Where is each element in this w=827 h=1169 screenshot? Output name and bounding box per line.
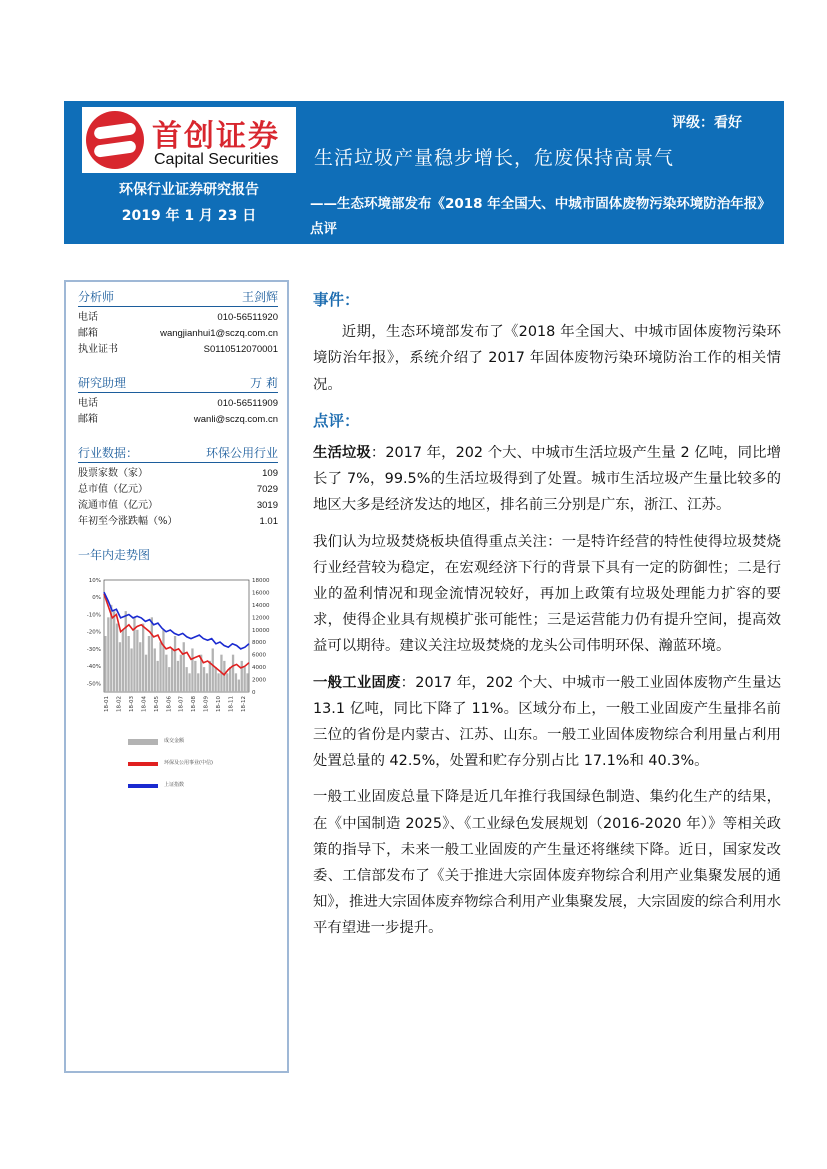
volume-bar [238,680,240,692]
analyst-label: 分析师 [78,290,115,304]
legend-swatch-index [128,784,158,788]
volume-bar [119,642,121,692]
volume-bar [148,636,150,692]
industry-block [78,444,278,530]
industry-row: 流通市值（亿元） 3019 [78,500,278,511]
assistant-label: 研究助理 [78,376,127,390]
y-right-tick-label: 6000 [252,652,266,659]
y-left-tick-label: -30% [86,646,101,653]
y-right-tick-label: 10000 [252,627,270,634]
logo-chinese-name: 首创证券 [152,119,280,154]
analyst-block [78,288,278,358]
x-tick-label: 18-07 [178,696,185,712]
paragraph-policy: 一般工业固废总量下降是近几年推行我国绿色制造、集约化生产的结果，在《中国制造 2025》、《工业绿色发展规划（2016-2020 年）》等相关政策的指导下，未来一般工业固废的产生量还将继续下降。近日，国家发改委、工信部发布了《关于推进大宗固体废弃物综合利用产业集聚发展的通知》，推进大宗固体废弃物综合利用产业集聚发展，大宗固废的综合利用水平有望进一步提升。 [313,789,781,937]
volume-bar [177,661,179,692]
x-tick-label: 18-09 [203,696,210,712]
chart-legend [128,734,278,800]
legend-item-sector: 环保及公用事业(中信) [128,756,278,772]
volume-bar [206,673,208,692]
trend-title: 一年内走势图 [78,548,151,562]
volume-bar [104,636,106,692]
volume-bar [223,661,225,692]
volume-bar [215,667,217,692]
report-type: 环保行业证券研究报告 [119,182,259,198]
y-right-tick-label: 12000 [252,615,270,622]
volume-bar [171,648,173,692]
event-heading: 事件： [313,291,360,309]
industrial-waste-lead: 一般工业固废 [313,674,401,691]
x-tick-label: 18-08 [191,696,198,712]
volume-bar [154,648,156,692]
volume-bar [229,667,231,692]
y-left-tick-label: -10% [86,612,101,619]
industry-row: 股票家数（家） 109 [78,468,278,479]
volume-bar [130,648,132,692]
volume-bar [168,667,170,692]
volume-bar [165,655,167,692]
volume-bar [159,642,161,692]
x-tick-label: 18-01 [104,696,110,712]
x-tick-label: 18-12 [241,696,247,712]
event-paragraph: 近期，生态环境部发布了《2018 年全国大、中城市固体废物污染环境防治年报》，系统介绍了 2017 年固体废物污染环境防治工作的相关情况。 [313,324,781,393]
volume-bar [113,611,115,692]
volume-bar [244,667,246,692]
x-tick-label: 18-02 [116,696,123,712]
industry-row: 年初至今涨跌幅（%） 1.01 [78,516,278,527]
analyst-email: 邮箱 wangjianhui1@sczq.com.cn [78,328,278,339]
y-right-tick-label: 14000 [252,602,270,609]
volume-bar [212,648,214,692]
volume-bar [232,655,234,692]
assistant-email: 邮箱 wanli@sczq.com.cn [78,414,278,425]
volume-bar [122,630,124,692]
volume-bar [116,624,118,692]
legend-swatch-sector [128,762,158,766]
y-left-tick-label: -40% [86,664,101,671]
company-logo [82,107,296,173]
volume-bar [226,673,228,692]
y-right-tick-label: 4000 [252,665,266,672]
x-tick-label: 18-06 [166,696,173,712]
y-right-tick-label: 8000 [252,640,266,647]
legend-swatch-volume [128,739,158,745]
paragraph-incineration: 我们认为垃圾焚烧板块值得重点关注：一是特许经营的特性使得垃圾焚烧行业经营较为稳定，在宏观经济下行的背景下具有一定的防御性；二是行业的盈利情况和现金流情况较好，再加上政策有垃圾处理能力扩容的要求，使得企业具有规模扩张可能性；三是运营能力仍有提升空间，提高效益可以期待。建议关注垃圾焚烧的龙头公司伟明环保、瀚蓝环境。 [313,533,781,655]
y-left-tick-label: 10% [88,578,101,584]
y-left-tick-label: -50% [86,681,101,688]
y-left-tick-label: 0% [92,595,101,602]
assistant-name: 万 莉 [250,376,278,390]
analyst-header [78,288,278,307]
x-tick-label: 18-05 [153,696,160,712]
volume-bar [246,673,248,692]
assistant-phone: 电话 010-56511909 [78,398,278,409]
volume-bar [139,642,141,692]
y-right-tick-label: 2000 [252,677,266,684]
logo-mark-icon [86,111,144,169]
header-banner [64,101,784,244]
legend-item-index: 上证指数 [128,778,278,794]
volume-bar [235,673,237,692]
volume-bar [125,611,127,692]
sidebar [64,280,289,1073]
volume-bar [151,617,153,692]
assistant-header [78,374,278,393]
analyst-name: 王剑辉 [241,290,278,304]
volume-bar [107,617,109,692]
y-right-tick-label: 0 [252,690,256,696]
analyst-phone: 电话 010-56511920 [78,312,278,323]
volume-bar [142,624,144,692]
analyst-license: 执业证书 S0110512070001 [78,344,278,355]
report-title: 生活垃圾产量稳步增长，危废保持高景气 [314,147,675,169]
x-tick-label: 18-11 [228,696,235,712]
y-right-tick-label: 18000 [252,578,270,584]
y-left-tick-label: -20% [86,629,101,636]
assistant-block [78,374,278,428]
industry-header [78,444,278,463]
volume-bar [191,648,193,692]
rating: 评级：看好 [672,115,742,131]
volume-bar [186,667,188,692]
volume-bar [136,630,138,692]
volume-bar [241,661,243,692]
volume-bar [197,673,199,692]
volume-bar [162,630,164,692]
report-date: 2019 年 1 月 23 日 [121,208,257,224]
paragraph-household-waste [313,440,781,519]
volume-bar [188,673,190,692]
legend-item-volume: 成交金额 [128,734,278,750]
x-tick-label: 18-04 [141,696,148,712]
paragraph-industrial-waste [313,670,781,775]
x-tick-label: 18-03 [128,696,135,712]
report-subtitle: ——生态环境部发布《2018 年全国大、中城市固体废物污染环境防治年报》点评 [310,196,765,237]
industry-name: 环保公用行业 [205,446,278,460]
volume-bar [174,636,176,692]
volume-bar [209,661,211,692]
industry-row: 总市值（亿元） 7029 [78,484,278,495]
x-tick-label: 18-10 [216,696,223,712]
industrial-waste-text: ：2017 年，202 个大、中城市一般工业固体废物产生量达 13.1 亿吨，同比下降了 11%。区域分布上，一般工业固废产生量排名前三位的省份是内蒙古、江苏、山东。一般工业固体废物综合利用量占利用处置总量的 42.5%，处置和贮存分别占比 17.1%和 40.3%。 [313,674,781,770]
volume-bar [180,655,182,692]
volume-bar [203,667,205,692]
industry-label: 行业数据： [78,446,139,460]
volume-bar [183,642,185,692]
household-waste-lead: 生活垃圾 [313,445,371,462]
y-right-tick-label: 16000 [252,590,270,597]
main-content [313,287,781,942]
volume-bar [157,661,159,692]
comment-heading: 点评： [313,411,360,430]
household-waste-text: ：2017 年，202 个大、中城市生活垃圾产生量 2 亿吨，同比增长了 7%，99.5%的生活垃圾得到了处置。城市生活垃圾产生量比较多的地区大多是经济发达的地区，排名前三分别是广东，浙江、江苏。 [313,445,781,514]
volume-bar [145,655,147,692]
volume-bar [128,636,130,692]
volume-bar [217,673,219,692]
volume-bar [194,661,196,692]
logo-english-name: Capital Securities [154,151,279,168]
